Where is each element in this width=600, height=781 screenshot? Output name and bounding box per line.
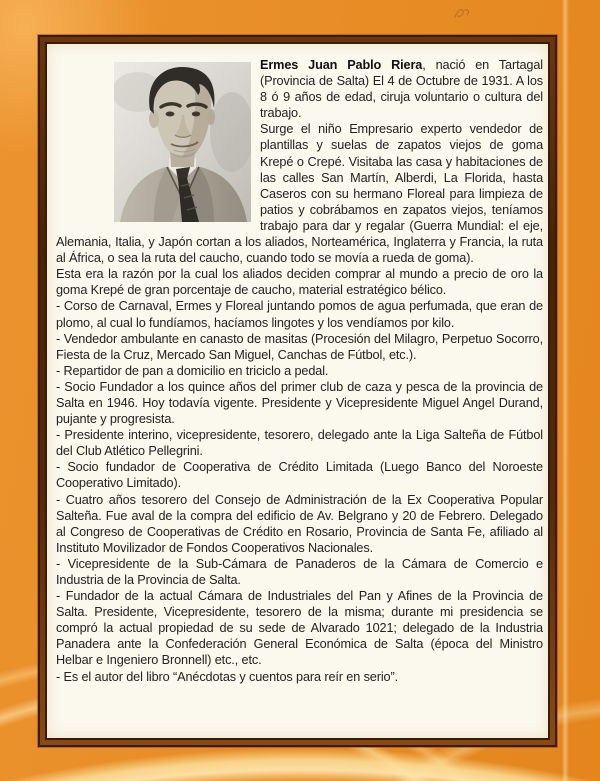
bio-item-subcamara-panaderos: - Vicepresidente de la Sub-Cámara de Panaderos de la Cámara de Comercio e Industria de la Provincia de Salta. bbox=[56, 556, 543, 587]
bio-paragraph-rubber: Esta era la razón por la cual los aliados deciden comprar al mundo a precio de oro la goma Krepé de gran porcentaje de caucho, material estratégico bélico. bbox=[56, 267, 543, 298]
bio-item-liga-saltena: - Presidente interino, vicepresidente, tesorero, delegado ante la Liga Salteña de Fútbol del Club Atlético Pellegrini. bbox=[56, 428, 543, 459]
bio-item-carnaval: - Corso de Carnaval, Ermes y Floreal juntando pomos de agua perfumada, que eran de plomo, al cual lo fundíamos, hacíamos lingotes y los vendíamos por kilo. bbox=[56, 299, 543, 330]
biography-text-block bbox=[56, 57, 543, 685]
scan-mark bbox=[452, 6, 474, 20]
bio-item-camara-industriales: - Fundador de la actual Cámara de Industriales del Pan y Afines de la Provincia de Salta. Presidente, Vicepresidente, tesorero de la misma; durante mi presidencia se compró la actual propiedad de su sede de Alvarado 1021; delegado de la Industria Panadera ante la Confederación General Económica de Salta (época del Ministro Helbar e Ingeniero Bronnell) etc., etc. bbox=[56, 589, 543, 668]
portrait-photo bbox=[114, 62, 251, 222]
paper bbox=[45, 42, 550, 740]
bio-item-tesorero-cooperativa: - Cuatro años tesorero del Consejo de Administración de la Ex Cooperativa Popular Salteña. Fue aval de la compra del edificio de Av. Belgrano y 20 de Febrero. Delegado al Congreso de Cooperativas de Crédito en Rosario, Provincia de Santa Fe, afiliado al Instituto Movilizador de Fondos Cooperativos Nacionales. bbox=[56, 492, 543, 555]
bio-paragraph-childhood: Surge el niño Empresario experto vendedor de plantillas y suelas de zapatos viejos de goma Krepé o Crepé. Visitaba las casa y habitaciones de las calles San Martín, Alberdi, La Florida, hasta Caseros con su hermano Floreal para limpieza de patios y cobrábamos en zapatos viejos, teníamos trabajo para dar y regalar (Guerra Mundial: el eje, Alemania, Italia, y Japón cortan a los aliados, Norteamérica, Inglaterra y Francia, la ruta al África, o sea la ruta del caucho, cuando todo se movía a rueda de goma). bbox=[56, 122, 543, 266]
content-frame bbox=[38, 35, 557, 747]
bio-item-club-caza-pesca: - Socio Fundador a los quince años del primer club de caza y pesca de la provincia de Salta en 1946. Hoy todavía vigente. Presidente y Vicepresidente Miguel Angel Durand, pujante y progresista. bbox=[56, 379, 543, 427]
bio-item-repartidor: - Repartidor de pan a domicilio en triciclo a pedal. bbox=[56, 363, 329, 378]
bio-item-autor-libro: - Es el autor del libro “Anécdotas y cuentos para reír en serio”. bbox=[56, 669, 398, 684]
bio-item-cooperativa-credito: - Socio fundador de Cooperativa de Crédito Limitada (Luego Banco del Noroeste Cooperativo Limitado). bbox=[56, 460, 543, 491]
bio-intro-text: , nació en Tartagal (Provincia de Salta) El 4 de Octubre de 1931. A los 8 ó 9 años de edad, ciruja voluntario o cultura del trabajo. bbox=[260, 58, 544, 121]
bio-item-vendedor: - Vendedor ambulante en canasto de masitas (Procesión del Milagro, Perpetuo Socorro, Fiesta de la Cruz, Mercado San Miguel, Canchas de Fútbol, etc.). bbox=[56, 331, 543, 362]
person-name: Ermes Juan Pablo Riera bbox=[260, 58, 423, 72]
